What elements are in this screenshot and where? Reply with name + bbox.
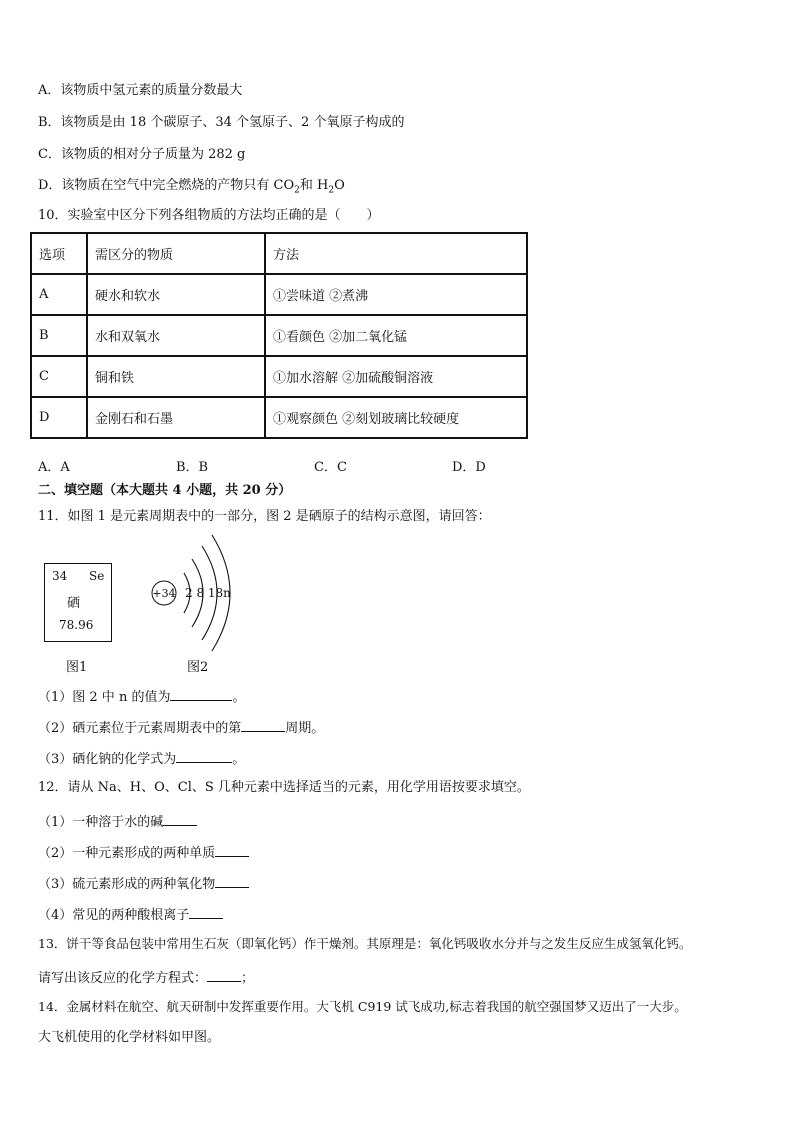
q9-option-d-sub1: 2 — [294, 185, 300, 196]
q9-option-a: A．该物质中氢元素的质量分数最大 — [38, 83, 243, 98]
q10-table — [30, 232, 528, 439]
q11-sub3-text: （3）硒化钠的化学式为 — [38, 752, 177, 767]
q14-line-1: 14．金属材料在航空、航天研制中发挥重要作用。大飞机 C919 试飞成功,标志着我国的航空强国梦又迈出了一大步。 — [38, 999, 687, 1014]
q13-line-2 — [38, 967, 254, 988]
q11-stem: 11．如图 1 是元素周期表中的一部分，图 2 是硒原子的结构示意图，请回答： — [38, 509, 491, 524]
q10-stem: 10．实验室中区分下列各组物质的方法均正确的是（ ） — [38, 208, 380, 223]
answer-blank[interactable] — [241, 717, 285, 732]
q12-stem: 12．请从 Na、H、O、Cl、S 几种元素中选择适当的元素，用化学用语按要求填空。 — [38, 780, 530, 795]
q12-item-text: （2）一种元素形成的两种单质 — [38, 846, 216, 861]
table-cell: ①尝味道 ②煮沸 — [265, 274, 527, 315]
q12-item-text: （4）常见的两种酸根离子 — [38, 908, 190, 923]
q10-choice-b[interactable]: B．B — [176, 460, 209, 475]
q9-option-c: C．该物质的相对分子质量为 282 g — [38, 147, 246, 162]
q9-option-d-suffix: O — [334, 178, 345, 193]
atomic-number: 34 — [52, 569, 68, 583]
q11-sub2-text: （2）硒元素位于元素周期表中的第 — [38, 721, 242, 736]
answer-blank[interactable] — [170, 686, 232, 701]
q13-line-1: 13．饼干等食品包装中常用生石灰（即氧化钙）作干燥剂。其原理是：氧化钙吸收水分并与之发生反应生成氢氧化钙。 — [38, 936, 692, 951]
q11-sub1-end: 。 — [232, 690, 246, 705]
atomic-mass: 78.96 — [59, 618, 94, 632]
table-cell: 硬水和软水 — [87, 274, 265, 315]
table-cell: ①看颜色 ②加二氧化锰 — [265, 315, 527, 356]
answer-blank[interactable] — [215, 873, 249, 888]
q11-sub2-end: 周期。 — [285, 721, 325, 736]
table-cell: D — [31, 397, 87, 438]
answer-blank[interactable] — [207, 967, 241, 982]
q10-choice-c[interactable]: C．C — [314, 460, 347, 475]
table-cell: 水和双氧水 — [87, 315, 265, 356]
table-header-cell: 需区分的物质 — [87, 233, 265, 274]
q11-sub1-text: （1）图 2 中 n 的值为 — [38, 690, 171, 705]
table-cell: C — [31, 356, 87, 397]
q9-option-d-sub2: 2 — [328, 185, 335, 196]
q11-sub3 — [38, 748, 245, 769]
table-cell: ①加水溶解 ②加硫酸铜溶液 — [265, 356, 527, 397]
figure-1-label: 图1 — [66, 660, 88, 675]
q14-line-2: 大飞机使用的化学材料如甲图。 — [38, 1030, 221, 1045]
q10-choice-a[interactable]: A．A — [38, 460, 70, 475]
table-cell: ①观察颜色 ②刻划玻璃比较硬度 — [265, 397, 527, 438]
table-cell: 金刚石和石墨 — [87, 397, 265, 438]
q9-option-d-prefix: D．该物质在空气中完全燃烧的产物只有 CO — [38, 178, 295, 193]
q9-option-d — [38, 177, 345, 200]
answer-blank[interactable] — [176, 748, 232, 763]
table-row — [31, 397, 527, 438]
q11-sub2 — [38, 717, 324, 738]
table-row — [31, 274, 527, 315]
table-header-row — [31, 233, 527, 274]
selenium-atom-diagram — [148, 532, 248, 656]
q9-option-d-mid: 和 H — [299, 178, 329, 193]
q12-item-text: （1）一种溶于水的碱 — [38, 815, 164, 830]
section-heading: 二、填空题（本大题共 4 小题，共 20 分） — [38, 483, 292, 498]
q11-sub3-end: 。 — [232, 752, 246, 767]
figure-2-label: 图2 — [187, 660, 209, 675]
nucleus-charge: +34 — [152, 587, 176, 600]
element-name: 硒 — [67, 596, 81, 611]
answer-blank[interactable] — [163, 811, 197, 826]
q10-choice-d[interactable]: D．D — [452, 460, 486, 475]
q11-sub1 — [38, 686, 245, 707]
table-header-cell: 方法 — [265, 233, 527, 274]
q12-item-3 — [38, 873, 249, 894]
table-cell: 铜和铁 — [87, 356, 265, 397]
table-row — [31, 356, 527, 397]
periodic-table-cell — [44, 563, 112, 642]
q12-item-4 — [38, 904, 223, 925]
table-row — [31, 315, 527, 356]
q12-item-2 — [38, 842, 249, 863]
table-header-cell: 选项 — [31, 233, 87, 274]
q12-item-1 — [38, 811, 197, 832]
q13-end: ； — [241, 971, 255, 986]
q9-option-b: B．该物质是由 18 个碳原子、34 个氢原子、2 个氧原子构成的 — [38, 115, 405, 130]
shell-electrons: 2 8 18n — [185, 586, 231, 600]
table-cell: A — [31, 274, 87, 315]
q12-item-text: （3）硫元素形成的两种氧化物 — [38, 877, 216, 892]
element-symbol: Se — [89, 569, 105, 583]
q13-text: 请写出该反应的化学方程式： — [38, 971, 208, 986]
answer-blank[interactable] — [189, 904, 223, 919]
answer-blank[interactable] — [215, 842, 249, 857]
table-cell: B — [31, 315, 87, 356]
